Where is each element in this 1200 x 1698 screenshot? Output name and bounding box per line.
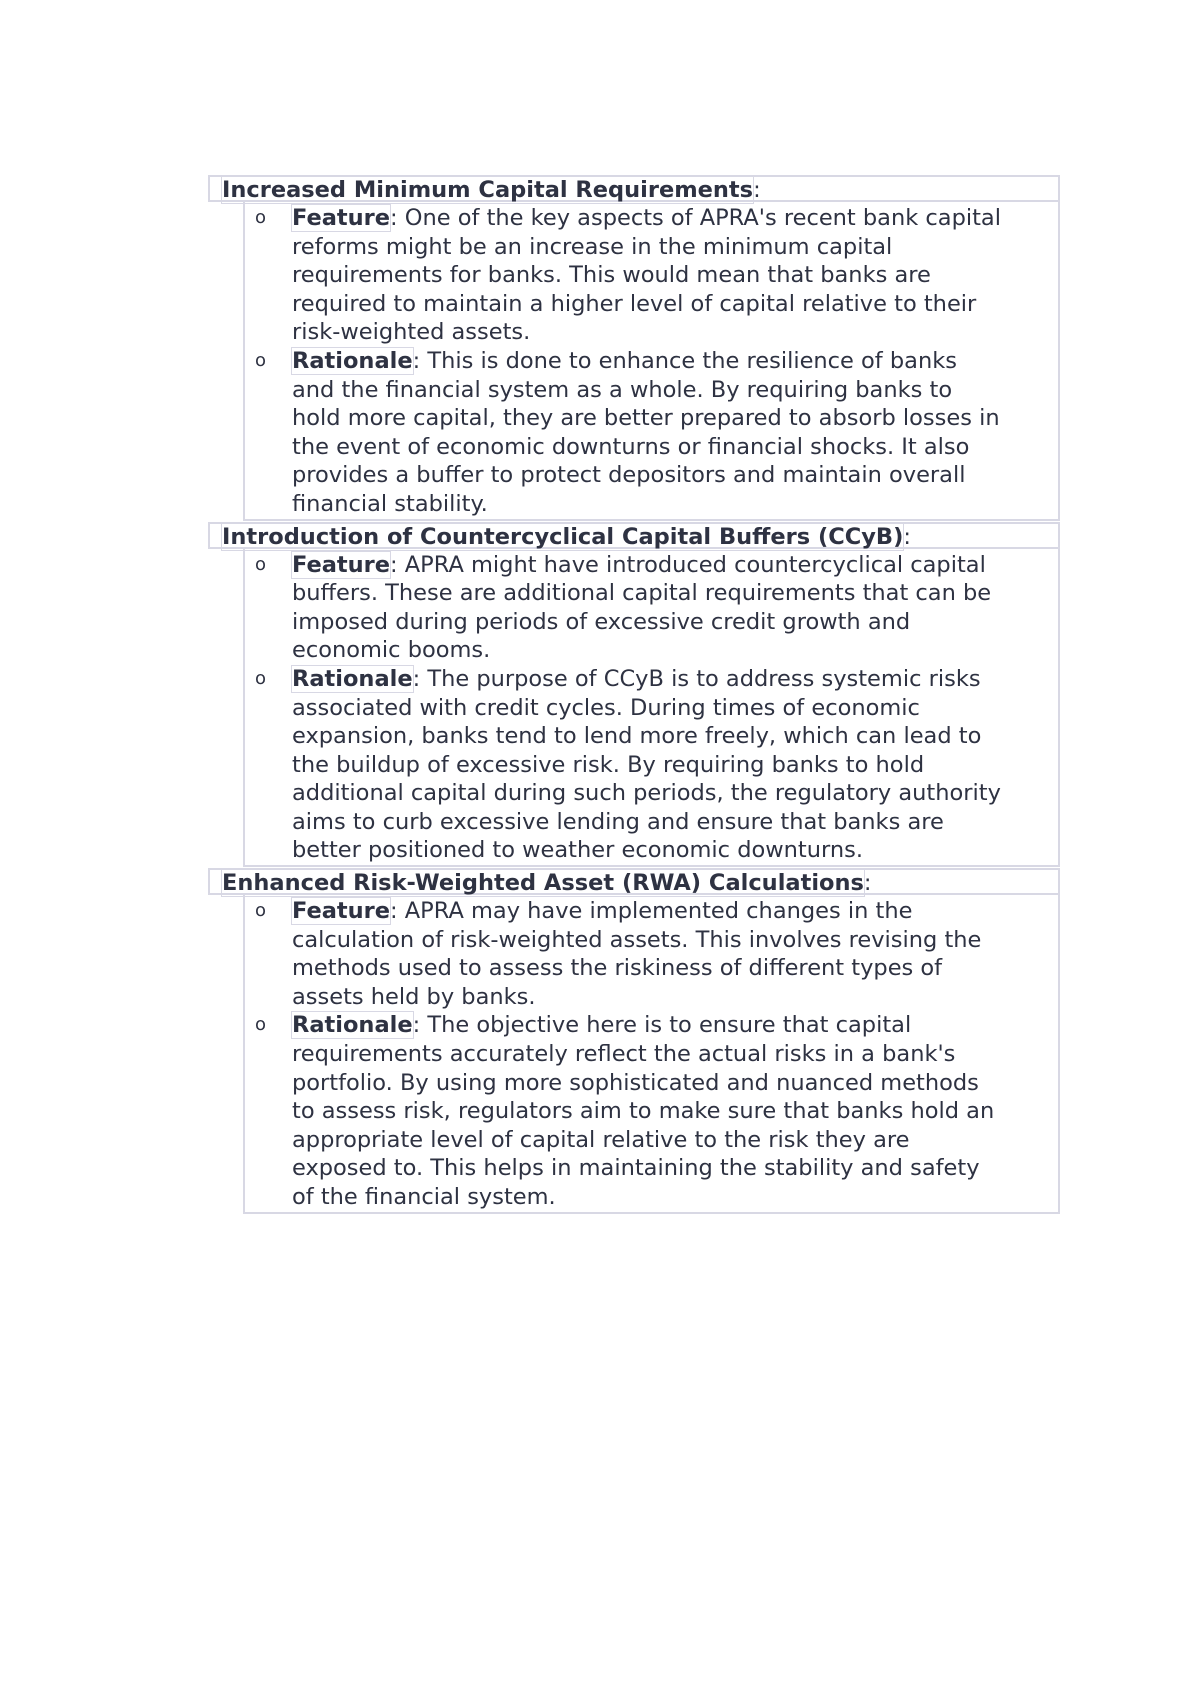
item-text: the buildup of excessive risk. By requiring banks to hold <box>292 751 925 778</box>
section-title: Introduction of Countercyclical Capital Buffers (CCyB) <box>222 523 904 550</box>
bullet-icon: o <box>255 667 267 689</box>
item-text: portfolio. By using more sophisticated and nuanced methods <box>292 1069 979 1096</box>
document-body <box>208 174 1060 1214</box>
item-text: better positioned to weather economic downturns. <box>292 837 863 864</box>
item-text: aims to curb excessive lending and ensure that banks are <box>292 808 944 835</box>
list-item-feature <box>245 551 1058 665</box>
list-item-feature <box>245 204 1058 347</box>
item-text: calculation of risk-weighted assets. This involves revising the <box>292 926 982 953</box>
item-text: appropriate level of capital relative to the risk they are <box>292 1126 910 1153</box>
bullet-icon: o <box>255 900 267 922</box>
section-heading <box>208 175 1060 202</box>
item-text: requirements for banks. This would mean that banks are <box>292 262 931 289</box>
sub-list <box>243 549 1060 868</box>
item-text: additional capital during such periods, the regulatory authority <box>292 780 1001 807</box>
item-text: assets held by banks. <box>292 983 536 1010</box>
item-term: Feature <box>292 898 391 925</box>
section-title: Increased Minimum Capital Requirements <box>222 177 754 203</box>
list-item-feature <box>245 897 1058 1011</box>
section-rwa-calculations <box>208 868 1060 1214</box>
bullet-icon: o <box>255 553 267 575</box>
item-text: exposed to. This helps in maintaining the stability and safety <box>292 1155 980 1182</box>
bullet-icon: o <box>255 349 267 371</box>
sub-list <box>243 895 1060 1214</box>
item-text: buffers. These are additional capital requirements that can be <box>292 580 992 607</box>
list-item-rationale <box>245 347 1058 519</box>
heading-colon: : <box>753 177 761 203</box>
item-text: of the financial system. <box>292 1184 556 1210</box>
item-text: : The objective here is to ensure that capital <box>412 1012 912 1039</box>
item-text: associated with credit cycles. During times of economic <box>292 694 920 721</box>
item-text: hold more capital, they are better prepared to absorb losses in <box>292 405 1000 432</box>
item-text: economic booms. <box>292 637 491 664</box>
item-text: : The purpose of CCyB is to address systemic risks <box>412 665 981 692</box>
item-text: financial stability. <box>292 490 488 517</box>
section-heading <box>208 522 1060 549</box>
item-text: required to maintain a higher level of capital relative to their <box>292 290 977 317</box>
list-item-rationale <box>245 1011 1058 1211</box>
item-text: : One of the key aspects of APRA's recent bank capital <box>390 205 1001 231</box>
item-text: imposed during periods of excessive credit growth and <box>292 608 911 635</box>
section-title: Enhanced Risk-Weighted Asset (RWA) Calculations <box>222 870 864 897</box>
item-text: expansion, banks tend to lend more freely, which can lead to <box>292 723 982 750</box>
item-text: : APRA may have implemented changes in the <box>390 898 913 925</box>
heading-colon: : <box>863 870 872 897</box>
item-text: risk-weighted assets. <box>292 319 531 346</box>
list-item-rationale <box>245 665 1058 865</box>
item-text: : APRA might have introduced countercyclical capital <box>390 551 986 578</box>
item-term: Feature <box>292 551 391 578</box>
item-term: Rationale <box>292 1012 413 1039</box>
item-term: Rationale <box>292 347 413 374</box>
item-text: the event of economic downturns or financial shocks. It also <box>292 433 970 460</box>
item-text: to assess risk, regulators aim to make sure that banks hold an <box>292 1098 995 1125</box>
heading-colon: : <box>903 523 911 550</box>
section-minimum-capital <box>208 175 1060 521</box>
item-text: reforms might be an increase in the minimum capital <box>292 233 893 260</box>
item-text: requirements accurately reflect the actual risks in a bank's <box>292 1041 956 1068</box>
item-text: and the financial system as a whole. By requiring banks to <box>292 376 953 403</box>
sub-list <box>243 202 1060 521</box>
item-text: : This is done to enhance the resilience of banks <box>412 347 957 374</box>
section-heading <box>208 868 1060 895</box>
bullet-icon: o <box>255 1014 267 1036</box>
item-term: Feature <box>292 205 391 231</box>
bullet-icon: o <box>255 207 267 228</box>
section-countercyclical-buffers <box>208 522 1060 868</box>
item-text: methods used to assess the riskiness of different types of <box>292 955 943 982</box>
item-term: Rationale <box>292 665 413 692</box>
item-text: provides a buffer to protect depositors and maintain overall <box>292 462 966 489</box>
